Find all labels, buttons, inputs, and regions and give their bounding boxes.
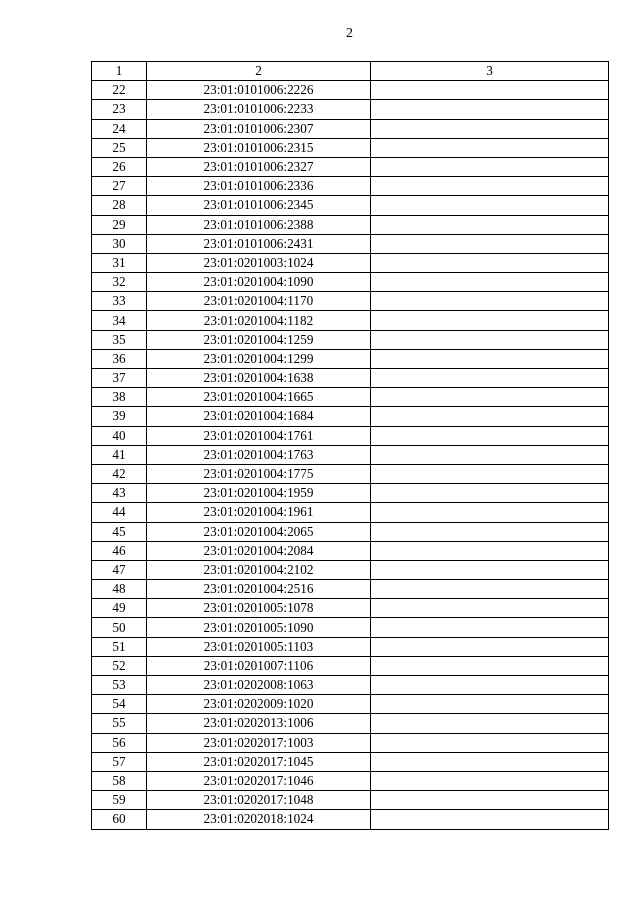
table-row — [92, 599, 609, 618]
notes-cell — [371, 541, 609, 560]
table-row — [92, 752, 609, 771]
table-row — [92, 292, 609, 311]
table-row — [92, 100, 609, 119]
row-number-cell: 28 — [92, 196, 147, 215]
notes-cell — [371, 196, 609, 215]
notes-cell — [371, 771, 609, 790]
table-row — [92, 177, 609, 196]
cadastral-number-cell: 23:01:0202009:1020 — [147, 695, 371, 714]
cadastral-number-cell: 23:01:0201004:1090 — [147, 273, 371, 292]
table-row — [92, 503, 609, 522]
row-number-cell: 43 — [92, 484, 147, 503]
table-row — [92, 733, 609, 752]
table-row — [92, 349, 609, 368]
cadastral-number-cell: 23:01:0202017:1046 — [147, 771, 371, 790]
row-number-cell: 30 — [92, 234, 147, 253]
notes-cell — [371, 714, 609, 733]
notes-cell — [371, 388, 609, 407]
table-row — [92, 541, 609, 560]
cadastral-number-cell: 23:01:0202017:1048 — [147, 791, 371, 810]
cadastral-number-cell: 23:01:0202017:1003 — [147, 733, 371, 752]
table-row — [92, 234, 609, 253]
cadastral-number-cell: 23:01:0201003:1024 — [147, 253, 371, 272]
row-number-cell: 37 — [92, 369, 147, 388]
table-row — [92, 676, 609, 695]
table-row — [92, 714, 609, 733]
cadastral-number-cell: 23:01:0101006:2327 — [147, 157, 371, 176]
notes-cell — [371, 637, 609, 656]
notes-cell — [371, 656, 609, 675]
row-number-cell: 32 — [92, 273, 147, 292]
cadastral-number-cell: 23:01:0101006:2336 — [147, 177, 371, 196]
cadastral-number-cell: 23:01:0201004:1959 — [147, 484, 371, 503]
notes-cell — [371, 618, 609, 637]
notes-cell — [371, 676, 609, 695]
table-row — [92, 311, 609, 330]
cadastral-number-cell: 23:01:0101006:2345 — [147, 196, 371, 215]
row-number-cell: 36 — [92, 349, 147, 368]
table-row — [92, 388, 609, 407]
table-row — [92, 273, 609, 292]
notes-cell — [371, 119, 609, 138]
table-row — [92, 330, 609, 349]
row-number-cell: 44 — [92, 503, 147, 522]
notes-cell — [371, 369, 609, 388]
row-number-cell: 52 — [92, 656, 147, 675]
notes-cell — [371, 522, 609, 541]
notes-cell — [371, 791, 609, 810]
cadastral-number-cell: 23:01:0202018:1024 — [147, 810, 371, 829]
notes-cell — [371, 810, 609, 829]
column-header-3: 3 — [371, 62, 609, 81]
row-number-cell: 53 — [92, 676, 147, 695]
notes-cell — [371, 407, 609, 426]
table-row — [92, 560, 609, 579]
row-number-cell: 58 — [92, 771, 147, 790]
row-number-cell: 47 — [92, 560, 147, 579]
cadastral-number-cell: 23:01:0201004:1763 — [147, 445, 371, 464]
table-row — [92, 771, 609, 790]
row-number-cell: 38 — [92, 388, 147, 407]
row-number-cell: 60 — [92, 810, 147, 829]
cadastral-number-cell: 23:01:0101006:2307 — [147, 119, 371, 138]
table-row — [92, 196, 609, 215]
table-row — [92, 810, 609, 829]
notes-cell — [371, 138, 609, 157]
table-row — [92, 426, 609, 445]
notes-cell — [371, 464, 609, 483]
row-number-cell: 26 — [92, 157, 147, 176]
cadastral-number-cell: 23:01:0202008:1063 — [147, 676, 371, 695]
notes-cell — [371, 599, 609, 618]
table-row — [92, 369, 609, 388]
row-number-cell: 57 — [92, 752, 147, 771]
cadastral-number-cell: 23:01:0201004:1299 — [147, 349, 371, 368]
table-row — [92, 138, 609, 157]
notes-cell — [371, 100, 609, 119]
row-number-cell: 48 — [92, 580, 147, 599]
notes-cell — [371, 484, 609, 503]
table-row — [92, 464, 609, 483]
cadastral-number-cell: 23:01:0201005:1103 — [147, 637, 371, 656]
table-row — [92, 407, 609, 426]
row-number-cell: 42 — [92, 464, 147, 483]
table-row — [92, 484, 609, 503]
row-number-cell: 50 — [92, 618, 147, 637]
cadastral-number-cell: 23:01:0201004:1638 — [147, 369, 371, 388]
cadastral-number-cell: 23:01:0201005:1078 — [147, 599, 371, 618]
table-row — [92, 580, 609, 599]
row-number-cell: 46 — [92, 541, 147, 560]
table-row — [92, 119, 609, 138]
cadastral-number-cell: 23:01:0101006:2226 — [147, 81, 371, 100]
cadastral-number-cell: 23:01:0202013:1006 — [147, 714, 371, 733]
cadastral-number-cell: 23:01:0201004:1684 — [147, 407, 371, 426]
row-number-cell: 41 — [92, 445, 147, 464]
cadastral-number-cell: 23:01:0101006:2233 — [147, 100, 371, 119]
page-number: 2 — [346, 26, 353, 41]
row-number-cell: 56 — [92, 733, 147, 752]
column-header-2: 2 — [147, 62, 371, 81]
cadastral-number-cell: 23:01:0201004:1761 — [147, 426, 371, 445]
cadastral-number-cell: 23:01:0201004:1775 — [147, 464, 371, 483]
cadastral-number-cell: 23:01:0101006:2315 — [147, 138, 371, 157]
table-row — [92, 695, 609, 714]
row-number-cell: 35 — [92, 330, 147, 349]
cadastral-number-cell: 23:01:0201004:2065 — [147, 522, 371, 541]
table-header — [92, 62, 609, 81]
table-row — [92, 637, 609, 656]
notes-cell — [371, 752, 609, 771]
table-row — [92, 618, 609, 637]
row-number-cell: 33 — [92, 292, 147, 311]
table-row — [92, 522, 609, 541]
cadastral-number-cell: 23:01:0202017:1045 — [147, 752, 371, 771]
table-row — [92, 81, 609, 100]
notes-cell — [371, 426, 609, 445]
row-number-cell: 49 — [92, 599, 147, 618]
cadastral-number-cell: 23:01:0201004:2084 — [147, 541, 371, 560]
cadastral-number-cell: 23:01:0101006:2431 — [147, 234, 371, 253]
notes-cell — [371, 733, 609, 752]
row-number-cell: 45 — [92, 522, 147, 541]
notes-cell — [371, 157, 609, 176]
notes-cell — [371, 292, 609, 311]
row-number-cell: 55 — [92, 714, 147, 733]
notes-cell — [371, 560, 609, 579]
notes-cell — [371, 234, 609, 253]
notes-cell — [371, 81, 609, 100]
table-row — [92, 253, 609, 272]
cadastral-number-cell: 23:01:0201005:1090 — [147, 618, 371, 637]
table-row — [92, 157, 609, 176]
notes-cell — [371, 330, 609, 349]
row-number-cell: 24 — [92, 119, 147, 138]
cadastral-number-cell: 23:01:0201004:1259 — [147, 330, 371, 349]
notes-cell — [371, 215, 609, 234]
table-row — [92, 445, 609, 464]
cadastral-number-cell: 23:01:0201004:2102 — [147, 560, 371, 579]
notes-cell — [371, 273, 609, 292]
cadastral-number-cell: 23:01:0201004:1961 — [147, 503, 371, 522]
table-row — [92, 791, 609, 810]
cadastral-table — [91, 61, 609, 830]
notes-cell — [371, 695, 609, 714]
cadastral-number-cell: 23:01:0201004:1182 — [147, 311, 371, 330]
row-number-cell: 31 — [92, 253, 147, 272]
row-number-cell: 29 — [92, 215, 147, 234]
row-number-cell: 23 — [92, 100, 147, 119]
row-number-cell: 51 — [92, 637, 147, 656]
notes-cell — [371, 503, 609, 522]
cadastral-number-cell: 23:01:0201004:1170 — [147, 292, 371, 311]
cadastral-number-cell: 23:01:0201004:2516 — [147, 580, 371, 599]
table-body — [92, 81, 609, 829]
notes-cell — [371, 445, 609, 464]
header-row — [92, 62, 609, 81]
cadastral-number-cell: 23:01:0101006:2388 — [147, 215, 371, 234]
row-number-cell: 34 — [92, 311, 147, 330]
row-number-cell: 27 — [92, 177, 147, 196]
table-row — [92, 215, 609, 234]
row-number-cell: 59 — [92, 791, 147, 810]
table-row — [92, 656, 609, 675]
cadastral-number-cell: 23:01:0201004:1665 — [147, 388, 371, 407]
notes-cell — [371, 177, 609, 196]
row-number-cell: 22 — [92, 81, 147, 100]
row-number-cell: 40 — [92, 426, 147, 445]
notes-cell — [371, 253, 609, 272]
row-number-cell: 54 — [92, 695, 147, 714]
notes-cell — [371, 580, 609, 599]
notes-cell — [371, 349, 609, 368]
cadastral-number-cell: 23:01:0201007:1106 — [147, 656, 371, 675]
notes-cell — [371, 311, 609, 330]
row-number-cell: 25 — [92, 138, 147, 157]
column-header-1: 1 — [92, 62, 147, 81]
row-number-cell: 39 — [92, 407, 147, 426]
